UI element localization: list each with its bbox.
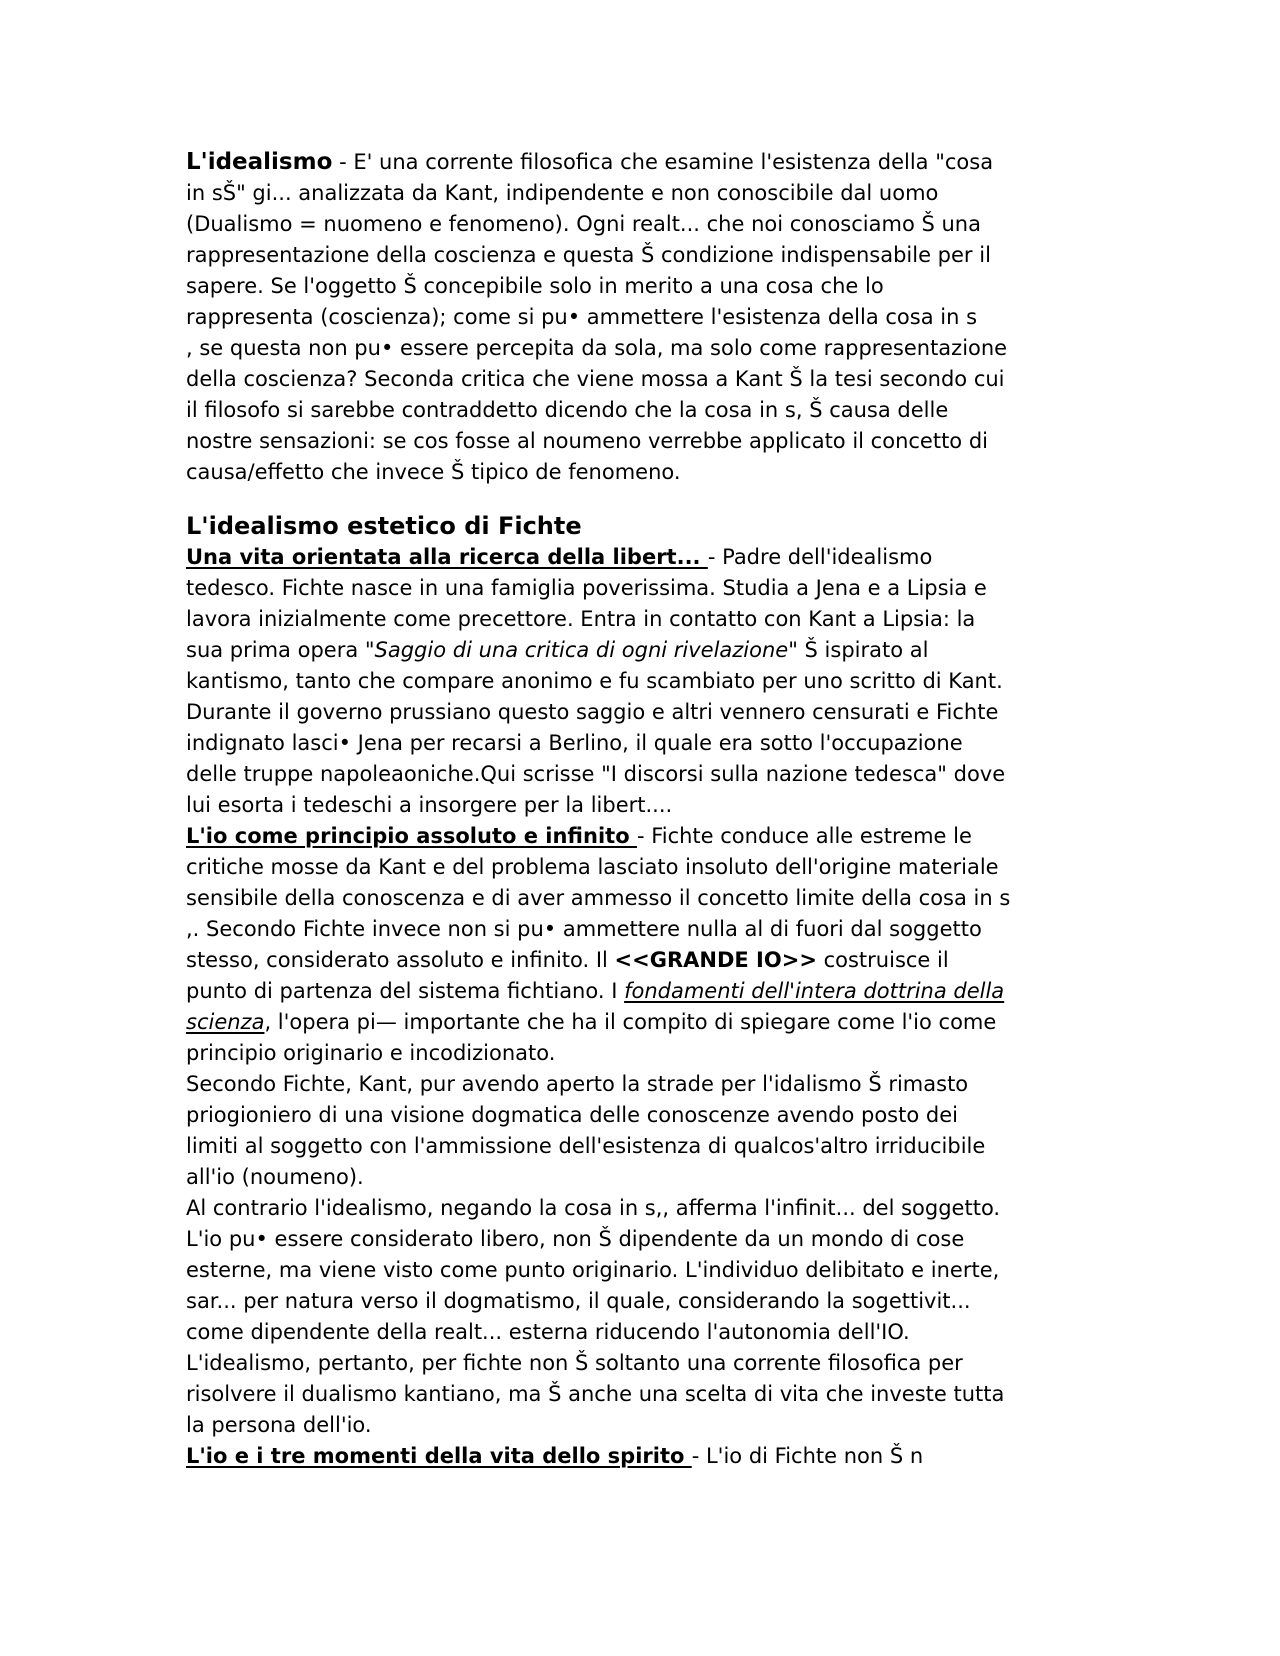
paragraph-4: [186, 1193, 1096, 1348]
intro-lead: L'idealismo: [186, 149, 333, 175]
grande-io: <<GRANDE IO>>: [614, 948, 817, 972]
section-2-paragraph: [186, 821, 1096, 1069]
p3-line-3: limiti al soggetto con l'ammissione dell'esistenza di qualcos'altro irriducibile: [186, 1134, 986, 1158]
p3-line-4: all'io (noumeno).: [186, 1165, 364, 1189]
s1-line-5: kantismo, tanto che compare anonimo e fu scambiato per uno scritto di Kant.: [186, 669, 1003, 693]
s3-line-1: L'io e i tre momenti della vita dello spirito - L'io di Fichte non Š n: [186, 1444, 924, 1468]
intro-line-1: L'idealismo - E' una corrente filosofica che esamine l'esistenza della "cosa: [186, 149, 994, 175]
p3-line-2: priogioniero di una visione dogmatica delle conoscenze avendo posto dei: [186, 1103, 958, 1127]
s1-line-9: lui esorta i tedeschi a insorgere per la libert....: [186, 793, 673, 817]
section-3-paragraph: [186, 1441, 1096, 1472]
intro-line-10: nostre sensazioni: se cos fosse al noumeno verrebbe applicato il concetto di: [186, 429, 988, 453]
p4-line-3: esterne, ma viene visto come punto originario. L'individuo delibitato e inerte,: [186, 1258, 1000, 1282]
s1-line-8: delle truppe napoleaoniche.Qui scrisse "I discorsi sulla nazione tedesca" dove: [186, 762, 1006, 786]
s1-line-3: lavora inizialmente come precettore. Entra in contatto con Kant a Lipsia: la: [186, 607, 976, 631]
s1-line-2: tedesco. Fichte nasce in una famiglia poverissima. Studia a Jena e a Lipsia e: [186, 576, 987, 600]
s1-line-6: Durante il governo prussiano questo saggio e altri vennero censurati e Fichte: [186, 700, 999, 724]
intro-line-8: della coscienza? Seconda critica che viene mossa a Kant Š la tesi secondo cui: [186, 367, 1005, 391]
s2-line-5: stesso, considerato assoluto e infinito. Il <<GRANDE IO>> costruisce il: [186, 948, 949, 972]
intro-line-6: rappresenta (coscienza); come si pu• ammettere l'esistenza della cosa in s: [186, 305, 978, 329]
paragraph-5: [186, 1348, 1096, 1441]
p4-line-4: sar... per natura verso il dogmatismo, il quale, considerando la sogettivit...: [186, 1289, 971, 1313]
s2-line-1: L'io come principio assoluto e infinito - Fichte conduce alle estreme le: [186, 824, 972, 848]
intro-line-5: sapere. Se l'oggetto Š concepibile solo in merito a una cosa che lo: [186, 274, 884, 298]
book-title-scienza: scienza: [186, 1010, 265, 1034]
intro-line-2: in sŠ" gi... analizzata da Kant, indipendente e non conoscibile dal uomo: [186, 181, 939, 205]
s2-line-4: ,. Secondo Fichte invece non si pu• ammettere nulla al di fuori dal soggetto: [186, 917, 982, 941]
section-title: L'idealismo estetico di Fichte: [186, 512, 582, 540]
book-title-saggio: Saggio di una critica di ogni rivelazione: [374, 638, 789, 662]
intro-line-11: causa/effetto che invece Š tipico de fenomeno.: [186, 460, 681, 484]
p4-line-5: come dipendente della realt... esterna riducendo l'autonomia dell'IO.: [186, 1320, 910, 1344]
p5-line-2: risolvere il dualismo kantiano, ma Š anche una scelta di vita che investe tutta: [186, 1382, 1005, 1406]
p3-line-1: Secondo Fichte, Kant, pur avendo aperto la strade per l'idalismo Š rimasto: [186, 1072, 969, 1096]
p5-line-1: L'idealismo, pertanto, per fichte non Š soltanto una corrente filosofica per: [186, 1351, 963, 1375]
s2-line-3: sensibile della conoscenza e di aver ammesso il concetto limite della cosa in s: [186, 886, 1011, 910]
s2-line-2: critiche mosse da Kant e del problema lasciato insoluto dell'origine materiale: [186, 855, 999, 879]
intro-paragraph: [186, 147, 1096, 488]
s1-heading: Una vita orientata alla ricerca della libert...: [186, 545, 708, 569]
s2-line-7: scienza, l'opera pi— importante che ha il compito di spiegare come l'io come: [186, 1010, 997, 1034]
s2-line-8: principio originario e incodizionato.: [186, 1041, 556, 1065]
p5-line-3: la persona dell'io.: [186, 1413, 372, 1437]
s3-heading: L'io e i tre momenti della vita dello spirito: [186, 1444, 692, 1468]
intro-line-4: rappresentazione della coscienza e questa Š condizione indispensabile per il: [186, 243, 991, 267]
s1-line-4: sua prima opera "Saggio di una critica di ogni rivelazione" Š ispirato al: [186, 638, 929, 662]
s1-line-7: indignato lasci• Jena per recarsi a Berlino, il quale era sotto l'occupazione: [186, 731, 963, 755]
s2-line-6: punto di partenza del sistema fichtiano. I fondamenti dell'intera dottrina della: [186, 979, 1005, 1003]
p4-line-1: Al contrario l'idealismo, negando la cosa in s,, afferma l'infinit... del soggetto.: [186, 1196, 1001, 1220]
document-page: [186, 147, 1096, 1472]
s1-line-1: Una vita orientata alla ricerca della libert... - Padre dell'idealismo: [186, 545, 933, 569]
s2-heading: L'io come principio assoluto e infinito: [186, 824, 637, 848]
section-1-paragraph: [186, 542, 1096, 821]
book-title-fondamenti: fondamenti dell'intera dottrina della: [624, 979, 1005, 1003]
intro-line-3: (Dualismo = nuomeno e fenomeno). Ogni realt... che noi conosciamo Š una: [186, 212, 981, 236]
p4-line-2: L'io pu• essere considerato libero, non Š dipendente da un mondo di cose: [186, 1227, 965, 1251]
intro-line-9: il filosofo si sarebbe contraddetto dicendo che la cosa in s, Š causa delle: [186, 398, 949, 422]
intro-line-7: , se questa non pu• essere percepita da sola, ma solo come rappresentazione: [186, 336, 1008, 360]
paragraph-3: [186, 1069, 1096, 1193]
